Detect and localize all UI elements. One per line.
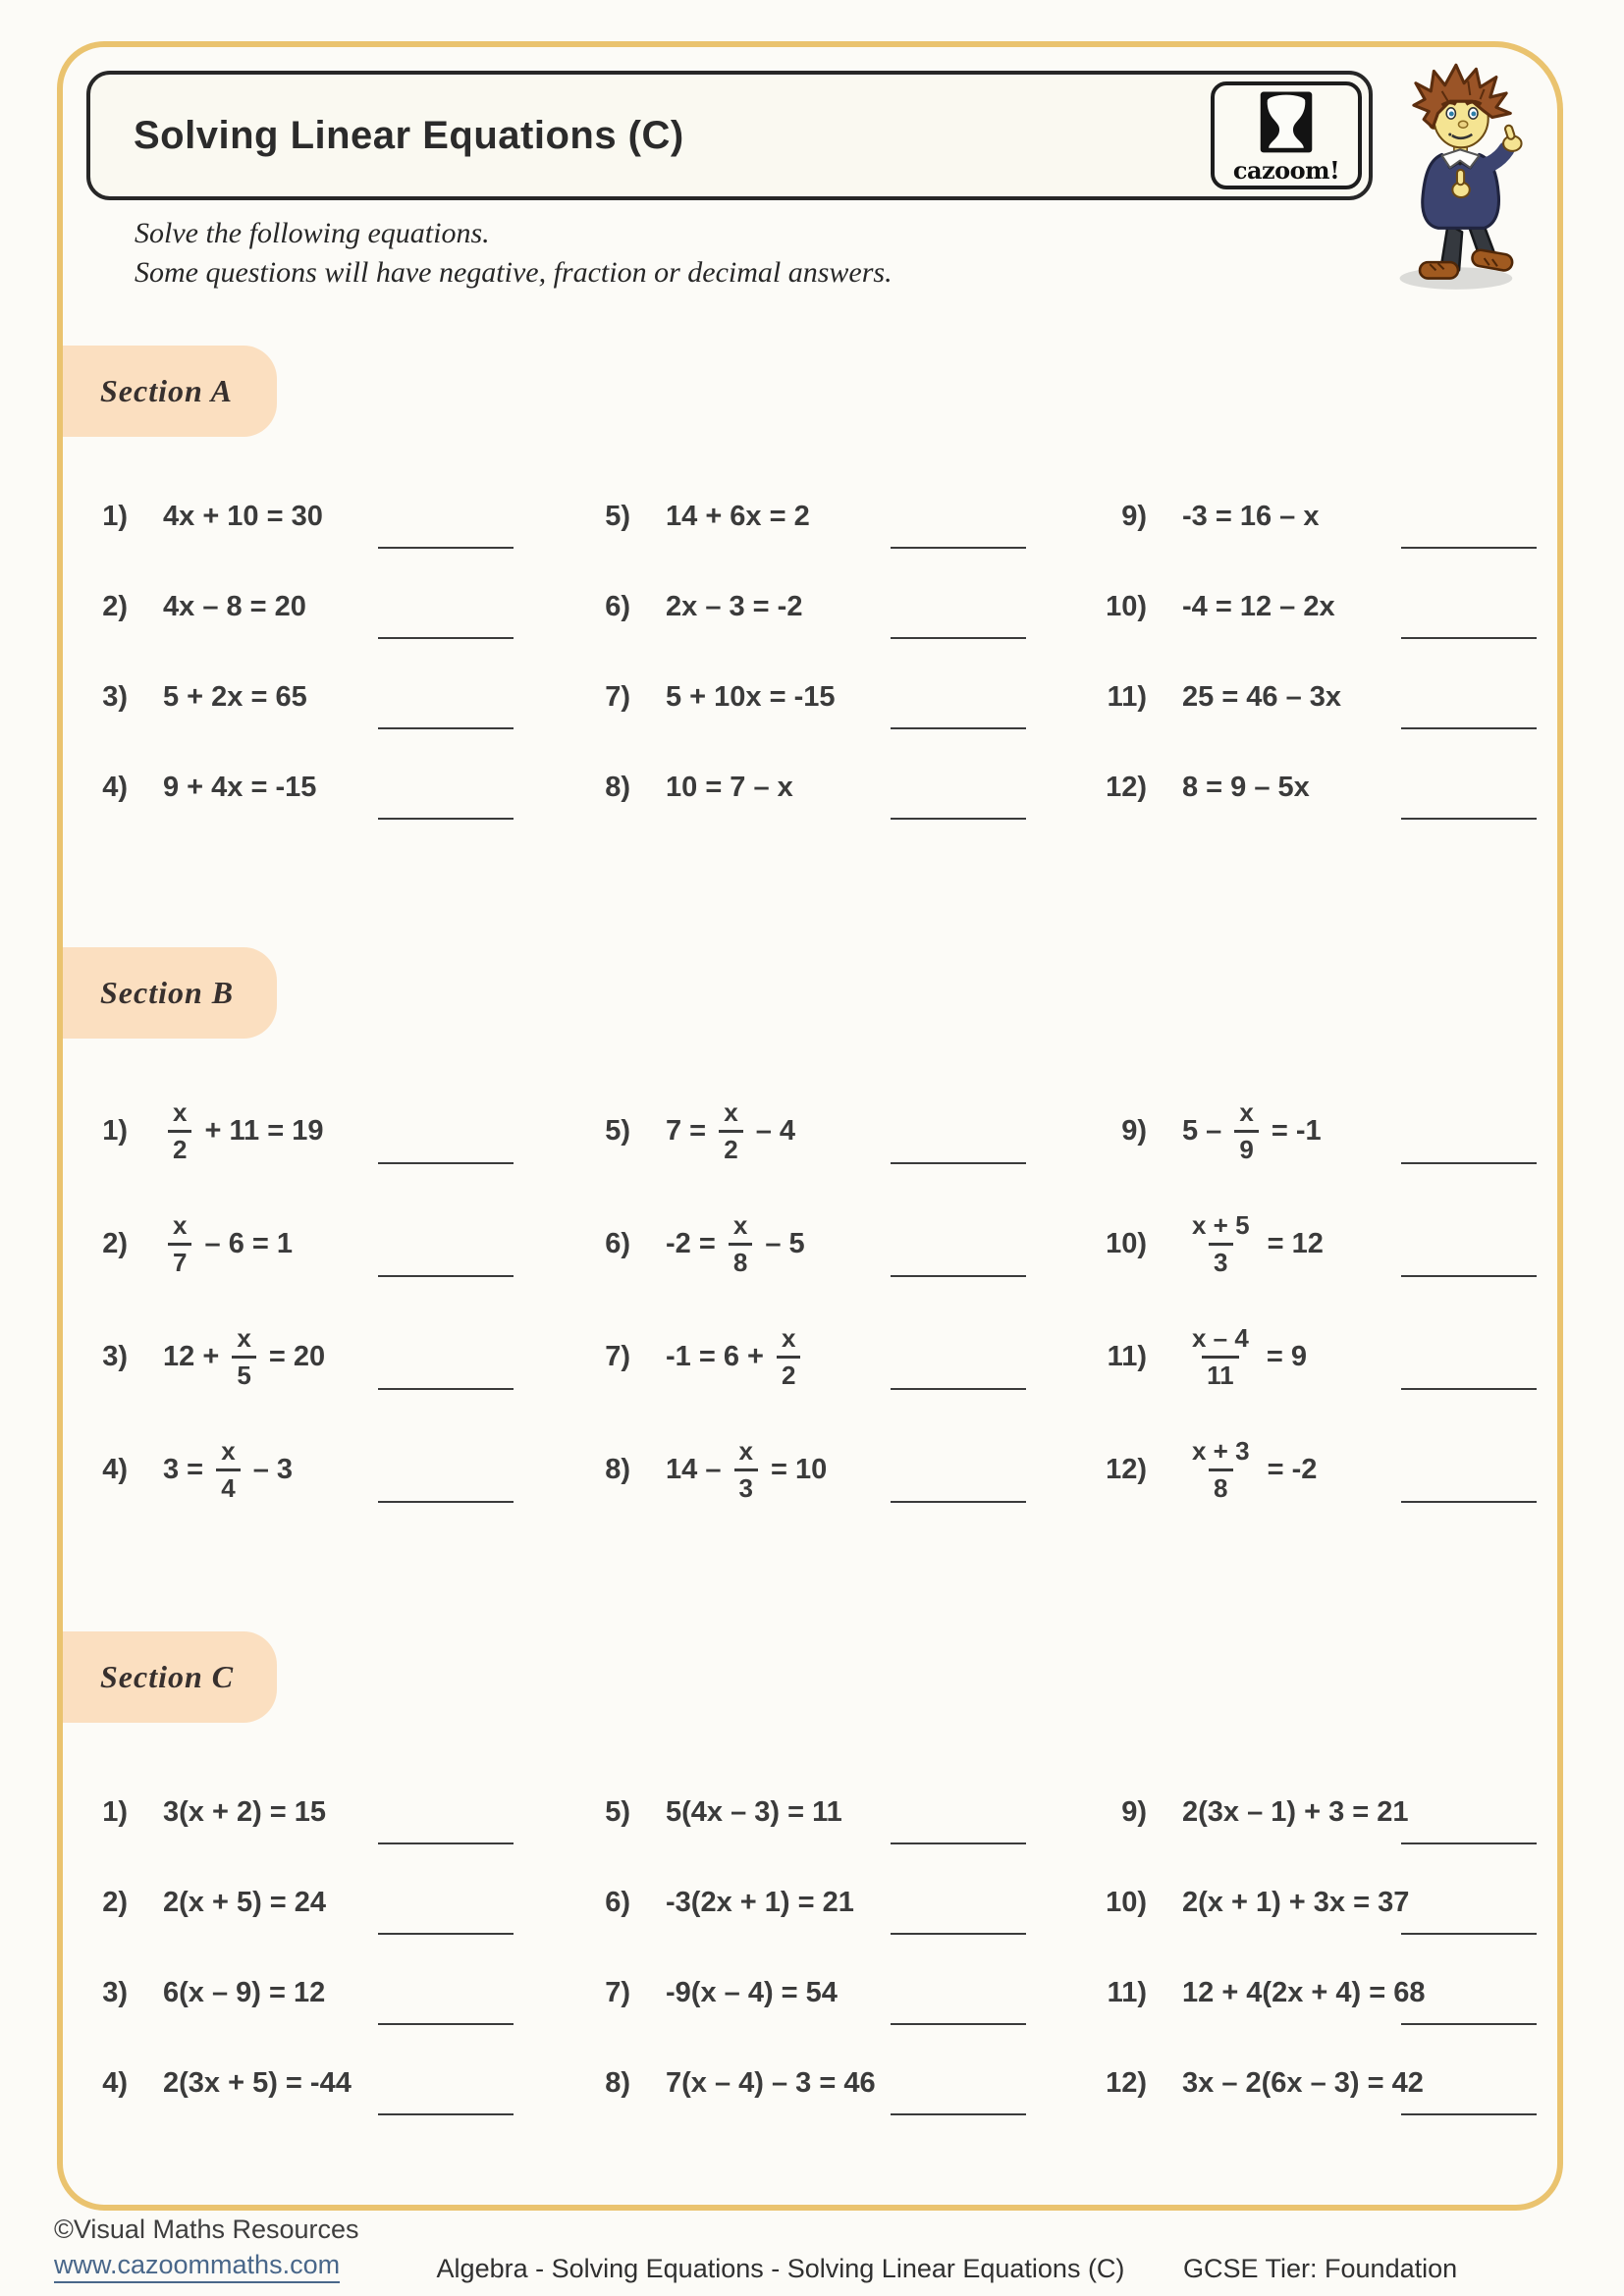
fraction: [734, 1435, 758, 1503]
equation-text: -3(2x + 1) = 21: [666, 1886, 854, 1918]
question-row: [589, 1414, 1090, 1526]
question-row: [1100, 561, 1551, 652]
question-number: 5): [605, 500, 630, 532]
question-row: [86, 1948, 577, 2038]
fraction: [777, 1322, 800, 1390]
section-c-label: Section C: [100, 1659, 235, 1694]
question-number: 3): [102, 1976, 128, 2008]
question-number: 8): [605, 1454, 630, 1485]
equation: [1182, 681, 1341, 714]
section-b-column-2: [589, 1075, 1090, 1526]
question-number: 9): [1121, 1795, 1147, 1828]
question-number: 11): [1107, 680, 1147, 713]
question-row: [589, 2038, 1090, 2128]
answer-line[interactable]: [378, 727, 514, 729]
answer-line[interactable]: [378, 1275, 514, 1277]
question-row: [86, 561, 577, 652]
question-number: 10): [1106, 1228, 1147, 1259]
fraction-denominator: 2: [168, 1130, 191, 1163]
answer-line[interactable]: [378, 818, 514, 820]
answer-line[interactable]: [378, 1933, 514, 1935]
equation-text: – 3: [244, 1454, 294, 1485]
equation: [666, 1209, 805, 1277]
equation: [1182, 1977, 1426, 2009]
question-number: 6): [605, 1886, 630, 1918]
cazoom-logo: [1211, 81, 1362, 189]
question-number: 10): [1106, 1886, 1147, 1918]
equation-text: 5 + 10x = -15: [666, 680, 836, 713]
fraction-numerator: x: [732, 1209, 748, 1240]
fraction-denominator: 11: [1202, 1356, 1239, 1389]
equation-text: -9(x – 4) = 54: [666, 1976, 838, 2008]
equation: [163, 2067, 352, 2100]
fraction-denominator: 2: [777, 1356, 800, 1389]
equation: [163, 501, 323, 533]
section-b-column-3: [1100, 1075, 1551, 1526]
equation: [666, 772, 793, 804]
question-row: [589, 561, 1090, 652]
equation-text: 8 = 9 – 5x: [1182, 771, 1310, 803]
question-row: [1100, 742, 1551, 832]
equation-text: – 6 = 1: [196, 1228, 294, 1259]
question-row: [86, 1414, 577, 1526]
answer-line[interactable]: [378, 547, 514, 549]
fraction-numerator: x: [724, 1096, 738, 1127]
equation-text: -3 = 16 – x: [1182, 500, 1320, 532]
fraction: [729, 1209, 752, 1277]
equation-text: 3(x + 2) = 15: [163, 1795, 327, 1828]
answer-line[interactable]: [378, 1842, 514, 1844]
section-a-label: Section A: [100, 373, 233, 408]
question-number: 5): [605, 1795, 630, 1828]
instructions: [135, 214, 893, 293]
equation-text: 5 + 2x = 65: [163, 680, 307, 713]
section-c-column-2: [589, 1767, 1090, 2128]
equation: [163, 1796, 326, 1829]
equation-text: – 4: [747, 1115, 796, 1147]
section-c-column-3: [1100, 1767, 1551, 2128]
question-row: [589, 652, 1090, 742]
section-a-header: [57, 346, 277, 437]
question-number: 5): [605, 1115, 630, 1147]
fraction-denominator: 3: [1209, 1243, 1232, 1276]
question-row: [1100, 652, 1551, 742]
answer-line[interactable]: [378, 1162, 514, 1164]
question-row: [1100, 1188, 1551, 1301]
question-row: [86, 2038, 577, 2128]
question-row: [86, 471, 577, 561]
fraction: [168, 1209, 191, 1277]
question-number: 12): [1106, 1454, 1147, 1485]
question-row: [1100, 1948, 1551, 2038]
equation-text: 2x – 3 = -2: [666, 590, 803, 622]
equation: [163, 681, 307, 714]
logo-brand-text: cazoom!: [1232, 156, 1340, 185]
equation-text: – 5: [757, 1228, 805, 1259]
section-b-column-1: [86, 1075, 577, 1526]
fraction-numerator: x + 5: [1192, 1209, 1250, 1240]
instruction-line-2: Some questions will have negative, fraction or decimal answers.: [135, 256, 893, 289]
equation-text: = -2: [1259, 1454, 1318, 1485]
fraction-denominator: 7: [168, 1243, 191, 1276]
question-number: 4): [102, 2066, 128, 2099]
equation: [163, 1977, 325, 2009]
equation: [163, 591, 306, 623]
equation-text: 5(4x – 3) = 11: [666, 1795, 842, 1828]
answer-line[interactable]: [378, 637, 514, 639]
breadcrumb: Algebra - Solving Equations - Solving Linear Equations (C): [436, 2254, 1125, 2283]
answer-line[interactable]: [891, 1388, 1026, 1390]
equation-text: -2 =: [666, 1228, 724, 1259]
fraction: [1187, 1322, 1254, 1390]
fraction-denominator: 9: [1234, 1130, 1258, 1163]
question-number: 1): [102, 500, 128, 532]
equation-text: 7(x – 4) – 3 = 46: [666, 2066, 876, 2099]
question-number: 11): [1107, 1341, 1147, 1372]
answer-line[interactable]: [378, 1388, 514, 1390]
question-row: [1100, 1414, 1551, 1526]
question-number: 1): [102, 1795, 128, 1828]
fraction-numerator: x – 4: [1192, 1322, 1249, 1353]
fraction: [216, 1435, 240, 1503]
equation-text: 5 –: [1182, 1115, 1230, 1147]
question-number: 8): [605, 771, 630, 803]
question-number: 6): [605, 590, 630, 622]
answer-line[interactable]: [891, 2113, 1026, 2115]
question-number: 4): [102, 771, 128, 803]
answer-line[interactable]: [891, 818, 1026, 820]
equation-text: 14 + 6x = 2: [666, 500, 810, 532]
fraction: [1187, 1209, 1255, 1277]
equation: [666, 1322, 805, 1390]
answer-line[interactable]: [891, 2023, 1026, 2025]
question-row: [589, 1857, 1090, 1948]
equation-text: 2(x + 5) = 24: [163, 1886, 327, 1918]
equation-text: 4x – 8 = 20: [163, 590, 306, 622]
question-row: [589, 1075, 1090, 1188]
equation: [666, 1435, 828, 1503]
equation-text: -4 = 12 – 2x: [1182, 590, 1335, 622]
answer-line[interactable]: [891, 1501, 1026, 1503]
question-row: [86, 742, 577, 832]
equation: [666, 1977, 838, 2009]
section-b-header: [57, 947, 277, 1039]
question-number: 11): [1107, 1976, 1147, 2008]
fraction: [1234, 1096, 1258, 1164]
equation: [1182, 1096, 1322, 1164]
fraction-numerator: x: [738, 1435, 753, 1466]
equation: [1182, 1435, 1318, 1503]
question-number: 3): [102, 1341, 128, 1372]
question-row: [589, 1767, 1090, 1857]
question-row: [86, 1301, 577, 1414]
fraction-denominator: 3: [734, 1468, 758, 1502]
question-number: 2): [102, 590, 128, 622]
equation: [1182, 1209, 1324, 1277]
fraction: [719, 1096, 742, 1164]
fraction-numerator: x: [237, 1322, 251, 1353]
equation-text: 3x – 2(6x – 3) = 42: [1182, 2066, 1424, 2099]
question-number: 7): [605, 1976, 630, 2008]
equation-text: 9 + 4x = -15: [163, 771, 317, 803]
website-link[interactable]: www.cazoommaths.com: [54, 2250, 340, 2283]
answer-line[interactable]: [891, 1162, 1026, 1164]
equation-text: 7 =: [666, 1115, 715, 1147]
equation-text: = 12: [1259, 1228, 1324, 1259]
equation: [163, 1322, 326, 1390]
answer-line[interactable]: [1401, 1842, 1537, 1844]
answer-line[interactable]: [891, 547, 1026, 549]
answer-line[interactable]: [1401, 1501, 1537, 1503]
answer-line[interactable]: [378, 2113, 514, 2115]
fraction-numerator: x + 3: [1192, 1435, 1250, 1466]
answer-line[interactable]: [1401, 2113, 1537, 2115]
fraction-numerator: x: [173, 1096, 188, 1127]
fraction-denominator: 8: [729, 1243, 752, 1276]
question-number: 4): [102, 1454, 128, 1485]
instruction-line-1: Solve the following equations.: [135, 217, 490, 249]
answer-line[interactable]: [1401, 1388, 1537, 1390]
equation-text: + 11 = 19: [196, 1115, 324, 1147]
question-number: 10): [1106, 590, 1147, 622]
question-row: [86, 1075, 577, 1188]
title-bar: [86, 71, 1373, 200]
answer-line[interactable]: [891, 1275, 1026, 1277]
equation: [163, 1209, 294, 1277]
answer-line[interactable]: [891, 1842, 1026, 1844]
equation-text: 3 =: [163, 1454, 212, 1485]
equation: [163, 1096, 324, 1164]
fraction-denominator: 2: [719, 1130, 742, 1163]
question-number: 6): [605, 1228, 630, 1259]
equation: [163, 1887, 326, 1919]
answer-line[interactable]: [1401, 818, 1537, 820]
equation-text: 2(x + 1) + 3x = 37: [1182, 1886, 1410, 1918]
question-row: [589, 742, 1090, 832]
answer-line[interactable]: [891, 1933, 1026, 1935]
equation-text: 12 + 4(2x + 4) = 68: [1182, 1976, 1426, 2008]
question-row: [86, 1188, 577, 1301]
equation-text: = -1: [1263, 1115, 1322, 1147]
section-a-column-3: [1100, 471, 1551, 832]
question-number: 9): [1121, 500, 1147, 532]
fraction: [1187, 1435, 1255, 1503]
equation: [666, 1887, 854, 1919]
equation-text: = 9: [1258, 1341, 1308, 1372]
fraction-denominator: 8: [1209, 1468, 1232, 1502]
answer-line[interactable]: [1401, 727, 1537, 729]
answer-line[interactable]: [1401, 1162, 1537, 1164]
fraction-numerator: x: [1239, 1096, 1254, 1127]
question-number: 7): [605, 680, 630, 713]
equation: [666, 591, 802, 623]
question-row: [1100, 1857, 1551, 1948]
question-row: [589, 1948, 1090, 2038]
question-number: 1): [102, 1115, 128, 1147]
equation-text: = 10: [762, 1454, 828, 1485]
fraction-numerator: x: [221, 1435, 236, 1466]
equation: [666, 681, 836, 714]
equation-text: 6(x – 9) = 12: [163, 1976, 326, 2008]
fraction-numerator: x: [782, 1322, 796, 1353]
answer-line[interactable]: [1401, 2023, 1537, 2025]
section-a-column-2: [589, 471, 1090, 832]
question-number: 9): [1121, 1115, 1147, 1147]
equation-text: = 20: [260, 1341, 326, 1372]
answer-line[interactable]: [378, 2023, 514, 2025]
equation-text: 10 = 7 – x: [666, 771, 793, 803]
equation: [1182, 1887, 1409, 1919]
equation: [1182, 2067, 1424, 2100]
answer-line[interactable]: [1401, 1933, 1537, 1935]
equation: [666, 1796, 842, 1829]
answer-line[interactable]: [891, 637, 1026, 639]
question-number: 2): [102, 1228, 128, 1259]
question-row: [589, 1188, 1090, 1301]
fraction-denominator: 5: [232, 1356, 255, 1389]
question-number: 12): [1106, 2066, 1147, 2099]
drum-icon: [1256, 90, 1317, 157]
question-row: [1100, 1075, 1551, 1188]
question-number: 7): [605, 1341, 630, 1372]
answer-line[interactable]: [1401, 1275, 1537, 1277]
question-row: [86, 652, 577, 742]
mascot-boy-illustration: [1380, 55, 1538, 296]
answer-line[interactable]: [1401, 637, 1537, 639]
question-row: [1100, 1767, 1551, 1857]
question-row: [86, 1767, 577, 1857]
question-row: [589, 471, 1090, 561]
fraction: [168, 1096, 191, 1164]
section-c-header: [57, 1631, 277, 1723]
answer-line[interactable]: [1401, 547, 1537, 549]
fraction: [232, 1322, 255, 1390]
equation-text: -1 = 6 +: [666, 1341, 773, 1372]
question-row: [589, 1301, 1090, 1414]
question-number: 2): [102, 1886, 128, 1918]
equation-text: 14 –: [666, 1454, 730, 1485]
equation: [1182, 772, 1310, 804]
equation-text: 12 +: [163, 1341, 228, 1372]
equation: [1182, 501, 1319, 533]
question-row: [86, 1857, 577, 1948]
section-a-column-1: [86, 471, 577, 832]
page-title: Solving Linear Equations (C): [134, 113, 684, 157]
equation: [666, 2067, 876, 2100]
section-c-column-1: [86, 1767, 577, 2128]
question-number: 8): [605, 2066, 630, 2099]
equation: [163, 1435, 294, 1503]
question-row: [1100, 1301, 1551, 1414]
answer-line[interactable]: [378, 1501, 514, 1503]
equation: [163, 772, 316, 804]
equation: [666, 1096, 796, 1164]
question-number: 3): [102, 680, 128, 713]
question-row: [1100, 471, 1551, 561]
equation: [1182, 591, 1335, 623]
answer-line[interactable]: [891, 727, 1026, 729]
equation-text: 25 = 46 – 3x: [1182, 680, 1342, 713]
copyright-text: ©Visual Maths Resources: [54, 2215, 359, 2244]
tier-label: GCSE Tier: Foundation: [1183, 2254, 1458, 2283]
question-row: [1100, 2038, 1551, 2128]
section-b-label: Section B: [100, 975, 235, 1010]
fraction-numerator: x: [173, 1209, 188, 1240]
equation: [1182, 1796, 1409, 1829]
equation-text: 4x + 10 = 30: [163, 500, 323, 532]
equation: [666, 501, 810, 533]
question-number: 12): [1106, 771, 1147, 803]
equation: [1182, 1322, 1308, 1390]
fraction-denominator: 4: [216, 1468, 240, 1502]
equation-text: 2(3x – 1) + 3 = 21: [1182, 1795, 1409, 1828]
equation-text: 2(3x + 5) = -44: [163, 2066, 352, 2099]
